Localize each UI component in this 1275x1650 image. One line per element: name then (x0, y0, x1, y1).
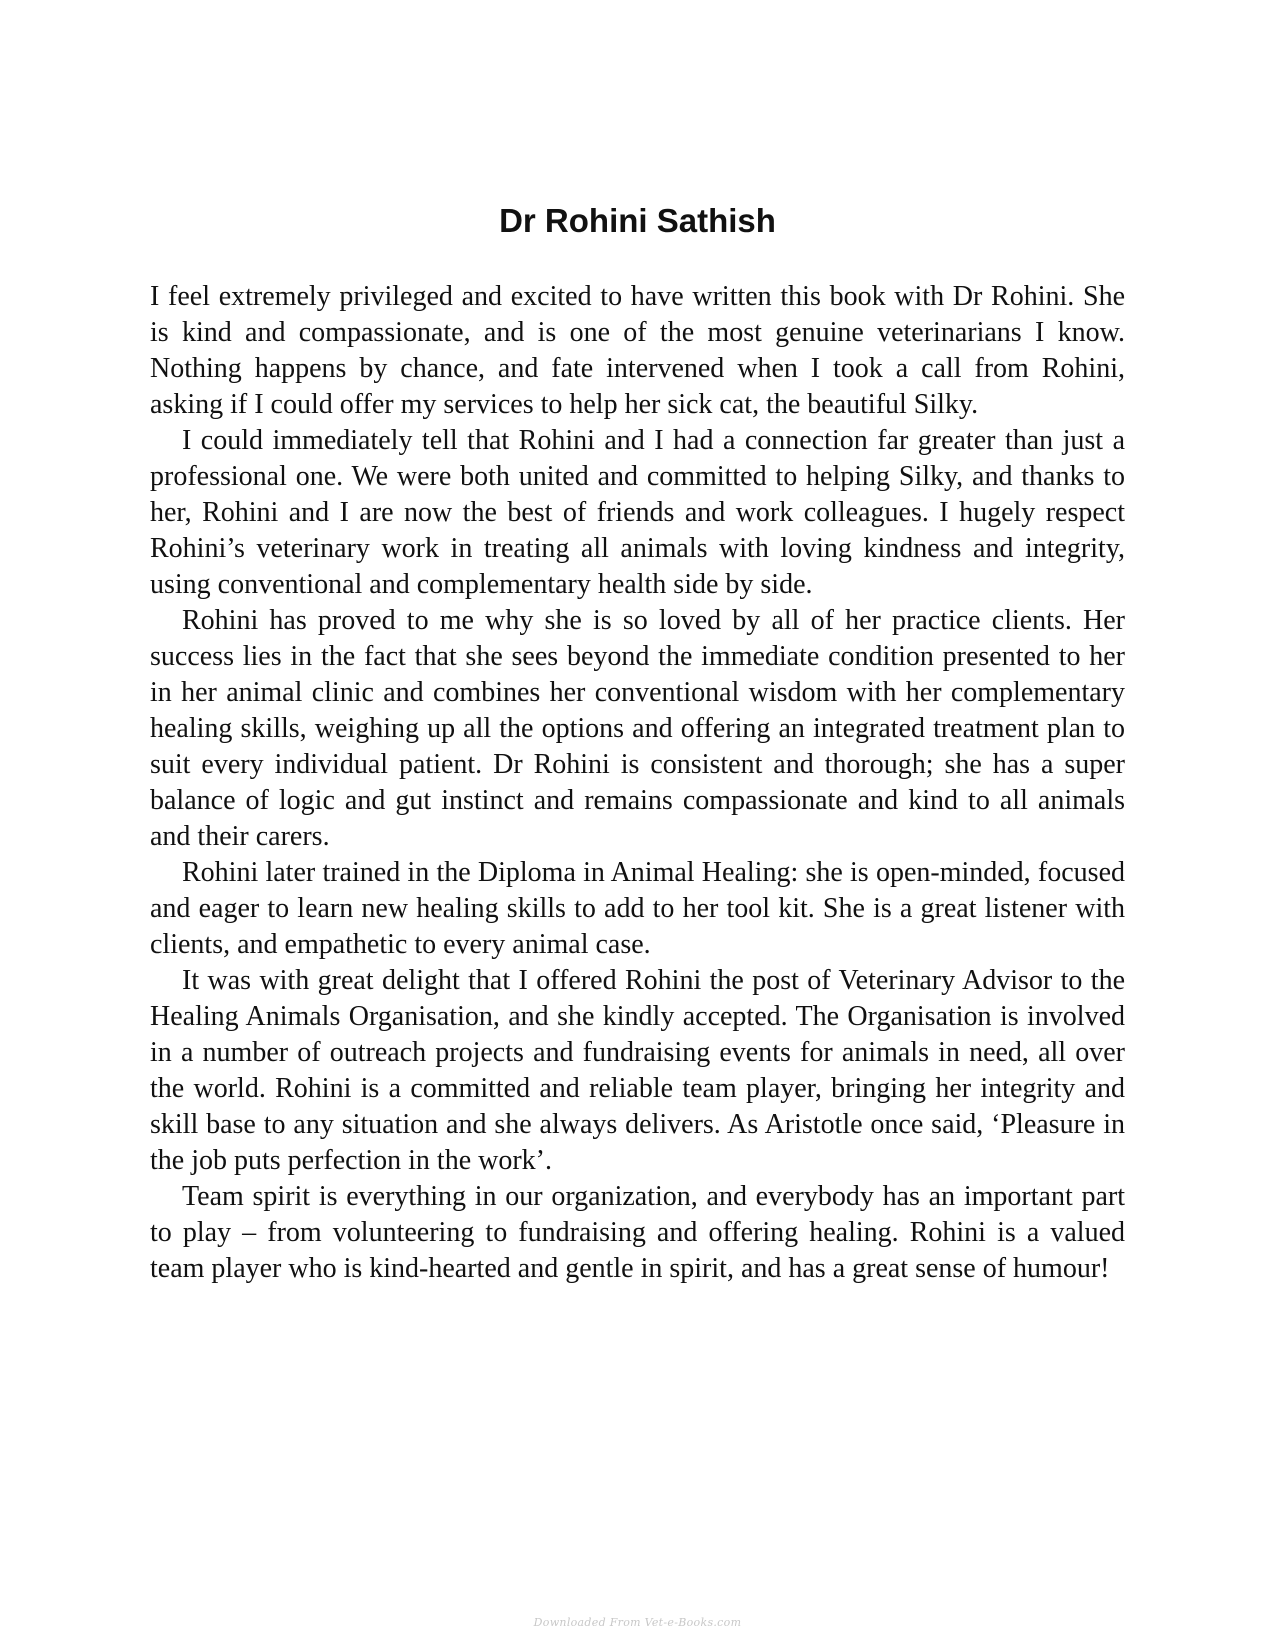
paragraph: I could immediately tell that Rohini and I had a connection far greater than just a professional one. We were both united and committed to helping Silky, and thanks to her, Rohini and I are now the best of friends and work colleagues. I hugely respect Rohini’s veterinary work in treating all animals with loving kindness and integrity, using conventional and complementary health side by side. (150, 425, 1125, 600)
body-text (150, 279, 1125, 1287)
page-title: Dr Rohini Sathish (499, 202, 776, 239)
watermark: Downloaded From Vet-e-Books.com (533, 1616, 742, 1629)
paragraph: It was with great delight that I offered Rohini the post of Veterinary Advisor to the Healing Animals Organisation, and she kindly accepted. The Organisation is involved in a number of outreach projects and fundraising events for animals in need, all over the world. Rohini is a committed and reliable team player, bringing her integrity and skill base to any situation and she always delivers. As Aristotle once said, ‘Pleasure in the job puts perfection in the work’. (150, 965, 1125, 1176)
paragraph: Team spirit is everything in our organization, and everybody has an important part to play – from volunteering to fundraising and offering healing. Rohini is a valued team player who is kind-hearted and gentle in spirit, and has a great sense of humour! (150, 1181, 1125, 1284)
paragraph: Rohini has proved to me why she is so loved by all of her practice clients. Her success lies in the fact that she sees beyond the immediate condition presented to her in her animal clinic and combines her conventional wisdom with her complementary healing skills, weighing up all the options and offering an integrated treatment plan to suit every individual patient. Dr Rohini is consistent and thorough; she has a super balance of logic and gut instinct and remains compassionate and kind to all animals and their carers. (150, 605, 1125, 852)
paragraph: I feel extremely privileged and excited to have written this book with Dr Rohini. She is kind and compassionate, and is one of the most genuine veterinarians I know. Nothing happens by chance, and fate intervened when I took a call from Rohini, asking if I could offer my services to help her sick cat, the beautiful Silky. (150, 281, 1125, 420)
paragraph: Rohini later trained in the Diploma in Animal Healing: she is open-minded, focused and eager to learn new healing skills to add to her tool kit. She is a great listener with clients, and empathetic to every animal case. (150, 857, 1125, 960)
